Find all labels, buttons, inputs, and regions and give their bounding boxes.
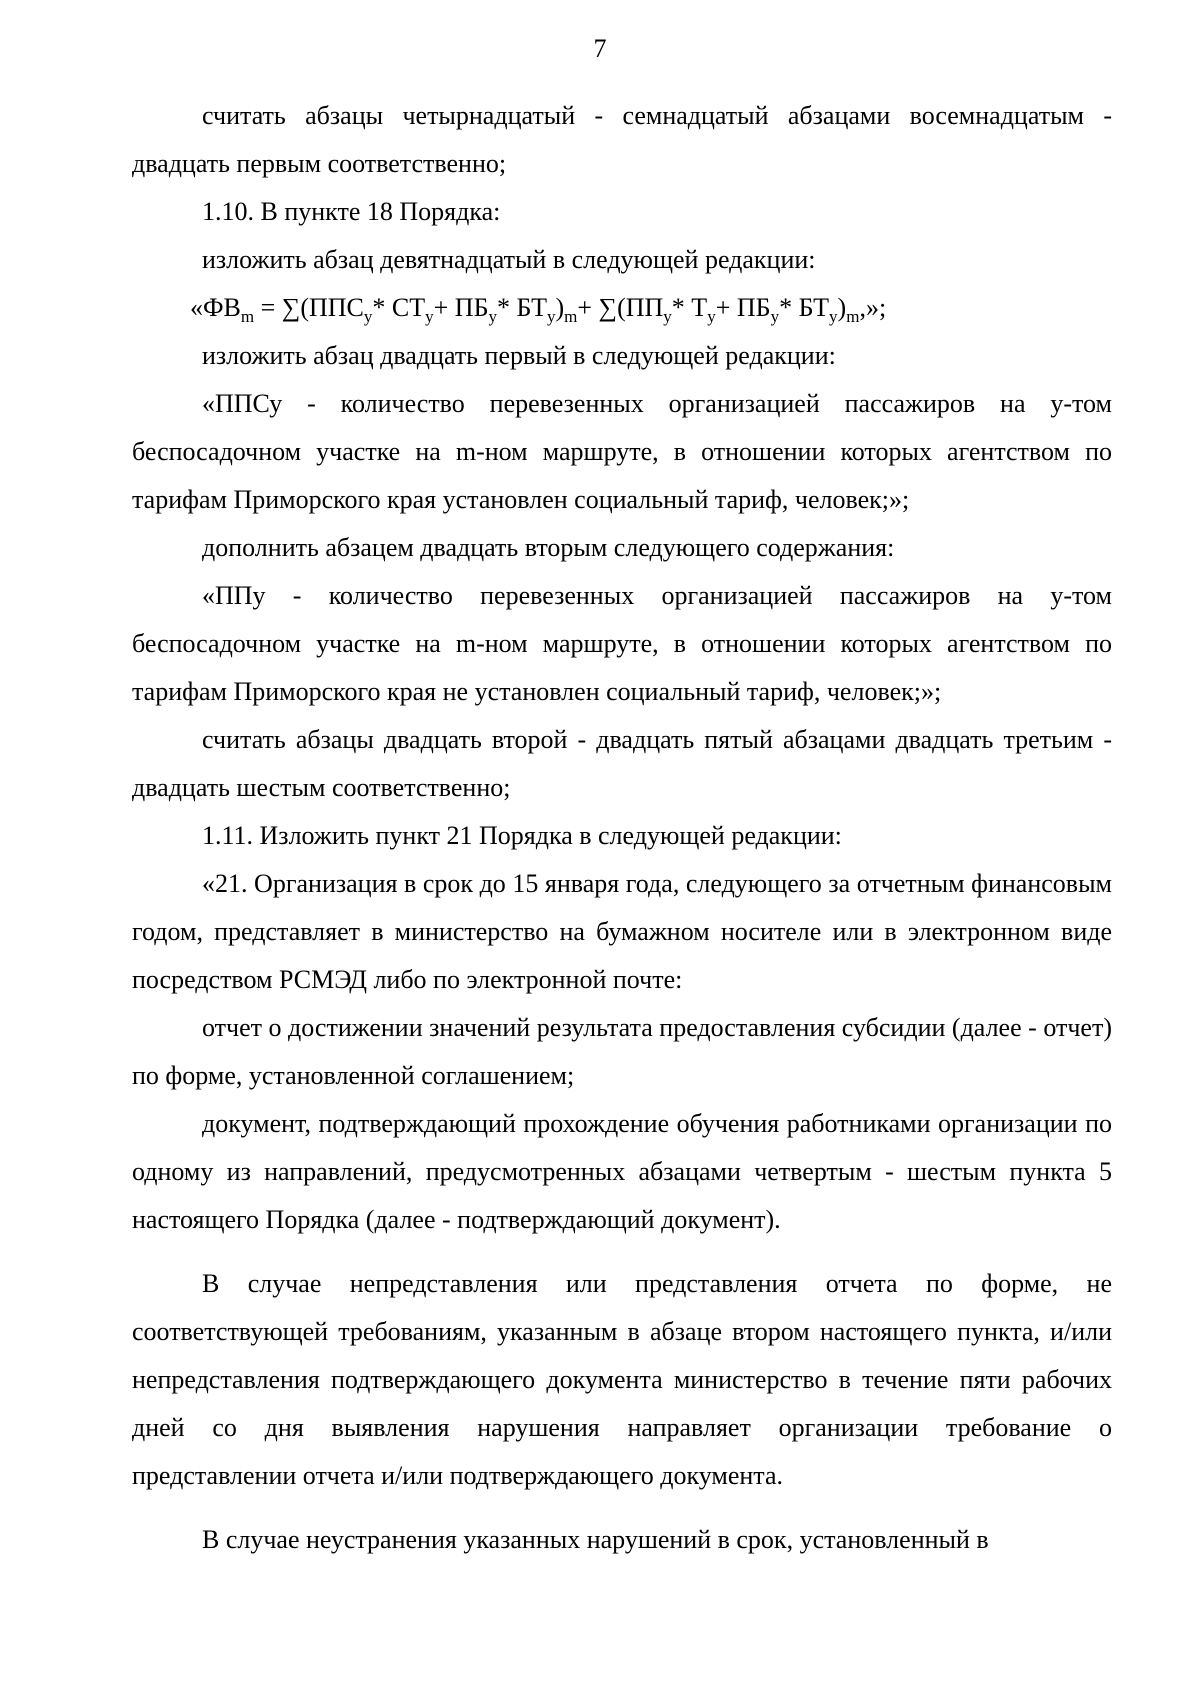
paragraph: В случае непредставления или представления отчета по форме, не соответствующей требованиям, указанным в абзаце втором настоящего пункта, и/или непредставления подтверждающего документа министерство в течение пяти рабочих дней со дня выявления нарушения направляет организации требование о представлении отчета и/или подтверждающего документа. <box>132 1269 1112 1490</box>
paragraph: отчет о достижении значений результата предоставления субсидии (далее - отчет) по форме, установленной соглашением; <box>132 1013 1112 1090</box>
paragraph: «21. Организация в срок до 15 января года, следующего за отчетным финансовым годом, представляет в министерство на бумажном носителе или в электронном виде посредством РСМЭД либо по электронной почте: <box>132 869 1112 994</box>
paragraph: «ППСу - количество перевезенных организацией пассажиров на у-том беспосадочном участке на m-ном маршруте, в отношении которых агентством по тарифам Приморского края установлен социальный тариф, человек;»; <box>132 389 1112 514</box>
document-body <box>132 92 1112 1564</box>
paragraph: «ППу - количество перевезенных организацией пассажиров на у-том беспосадочном участке на m-ном маршруте, в отношении которых агентством по тарифам Приморского края не установлен социальный тариф, человек;»; <box>132 581 1112 706</box>
paragraph: считать абзацы двадцать второй - двадцать пятый абзацами двадцать третьим - двадцать шестым соответственно; <box>132 725 1112 802</box>
paragraph: дополнить абзацем двадцать вторым следующего содержания: <box>202 533 895 562</box>
page-number: 7 <box>593 34 607 63</box>
formula: «$ФВ_m = \sum(ППС_у*$ $СТ_у+ ПБ_у*$ $БТ_у)_m+ \sum(ПП_у*$ $Т_у+ ПБ_у*$ $БТ_у)_m$,»; <box>190 293 887 327</box>
paragraph: изложить абзац двадцать первый в следующей редакции: <box>202 341 836 370</box>
paragraph: считать абзацы четырнадцатый - семнадцатый абзацами восемнадцатым - двадцать первым соответственно; <box>132 101 1112 178</box>
section-heading-1-11: 1.11. Изложить пункт 21 Порядка в следующей редакции: <box>202 821 842 850</box>
section-heading-1-10: 1.10. В пункте 18 Порядка: <box>202 197 501 226</box>
paragraph: документ, подтверждающий прохождение обучения работниками организации по одному из направлений, предусмотренных абзацами четвертым - шестым пункта 5 настоящего Порядка (далее - подтверждающий документ). <box>132 1109 1112 1234</box>
paragraph: В случае неустранения указанных нарушений в срок, установленный в <box>202 1525 989 1554</box>
paragraph: изложить абзац девятнадцатый в следующей редакции: <box>202 245 816 274</box>
